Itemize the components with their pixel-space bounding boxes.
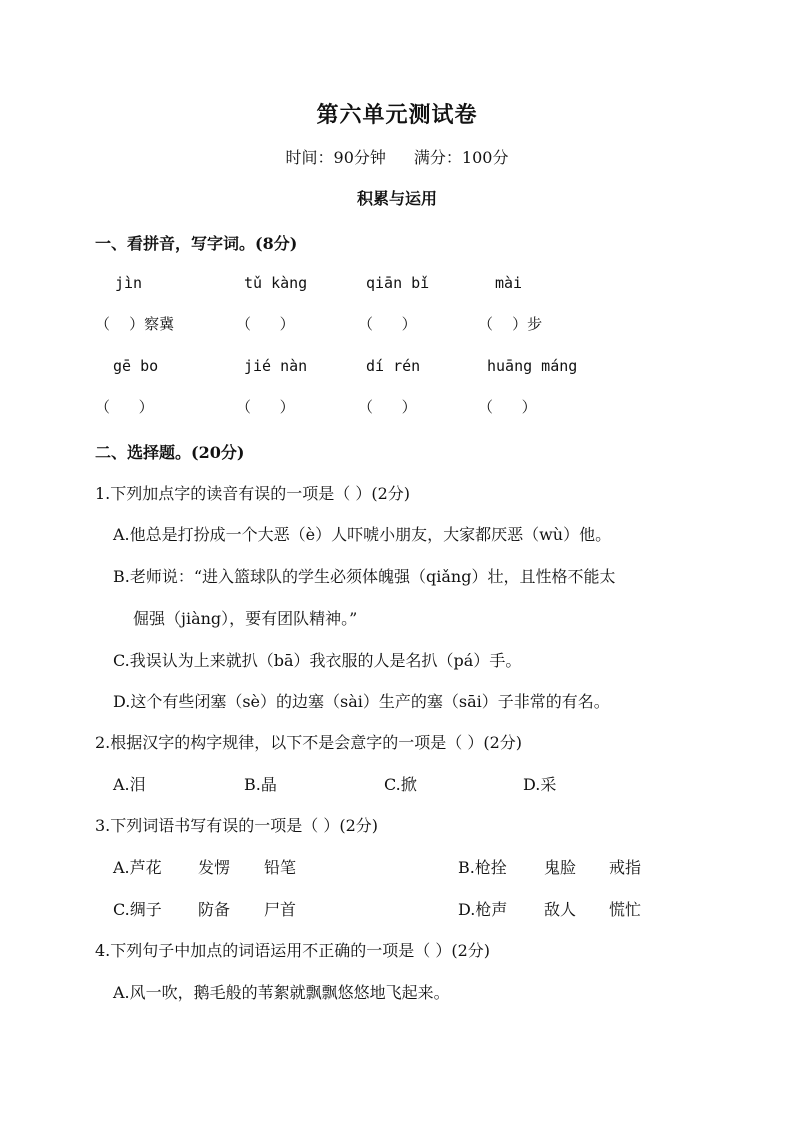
question-2-option-d: D.采 — [523, 775, 557, 794]
question-3-option-b-1: B.枪拴 — [458, 858, 507, 877]
question-1-option-a: A.他总是打扮成一个大恶（è）人吓唬小朋友，大家都厌恶（wù）他。 — [113, 525, 612, 544]
full-score: 满分：100分 — [413, 148, 509, 167]
pinyin-6: jié nàn — [244, 357, 308, 375]
pinyin-1: jìn — [115, 274, 143, 292]
question-1-option-b: B.老师说：“进入篮球队的学生必须体魄强（qiǎng）壮，且性格不能太 — [113, 567, 616, 586]
pinyin-3: qiān bǐ — [366, 274, 430, 292]
answer-blank-3[interactable]: （ ） — [358, 315, 417, 333]
answer-blank-8[interactable]: （ ） — [478, 398, 537, 416]
answer-blank-6[interactable]: （ ） — [236, 398, 295, 416]
exam-info — [0, 145, 794, 168]
pinyin-8: huāng máng — [487, 357, 578, 375]
pinyin-4: mài — [495, 274, 523, 292]
time-limit: 时间：90分钟 — [285, 148, 386, 167]
question-3: 3.下列词语书写有误的一项是（ ）(2分) — [95, 816, 379, 835]
question-2: 2.根据汉字的构字规律，以下不是会意字的一项是（ ）(2分) — [95, 733, 523, 752]
pinyin-7: dí rén — [366, 357, 421, 375]
question-3-option-a-3: 铅笔 — [264, 858, 297, 877]
pinyin-5: gē bo — [113, 357, 159, 375]
answer-blank-2[interactable]: （ ） — [236, 315, 295, 333]
question-1-option-c: C.我误认为上来就扒（bā）我衣服的人是名扒（pá）手。 — [113, 651, 522, 670]
question-3-option-a-1: A.芦花 — [113, 858, 162, 877]
question-1-option-b-cont: 倔强（jiàng），要有团队精神。” — [133, 609, 358, 628]
question-3-option-d-2: 敌人 — [544, 900, 577, 919]
part1-heading: 一、看拼音，写字词。(8分) — [95, 234, 298, 253]
question-3-option-b-3: 戒指 — [609, 858, 642, 877]
question-3-option-c-3: 尸首 — [264, 900, 297, 919]
part2-heading: 二、选择题。(20分) — [95, 443, 245, 462]
answer-blank-4[interactable]: （ ）步 — [478, 315, 543, 333]
question-2-option-c: C.掀 — [384, 775, 417, 794]
question-3-option-a-2: 发愣 — [198, 858, 231, 877]
question-3-option-c-2: 防备 — [198, 900, 231, 919]
question-4-option-a: A.风一吹，鹅毛般的苇絮就飘飘悠悠地飞起来。 — [113, 983, 450, 1002]
question-3-option-d-1: D.枪声 — [458, 900, 508, 919]
question-1: 1.下列加点字的读音有误的一项是（ ）(2分) — [95, 484, 411, 503]
question-4: 4.下列句子中加点的词语运用不正确的一项是（ ）(2分) — [95, 941, 491, 960]
question-3-option-b-2: 鬼脸 — [544, 858, 577, 877]
answer-blank-5[interactable]: （ ） — [95, 398, 154, 416]
answer-blank-1[interactable]: （ ）察冀 — [95, 315, 175, 333]
section-title: 积累与运用 — [356, 189, 437, 208]
pinyin-2: tǔ kàng — [244, 274, 308, 292]
question-3-option-c-1: C.绸子 — [113, 900, 162, 919]
page-title: 第六单元测试卷 — [316, 102, 478, 128]
answer-blank-7[interactable]: （ ） — [358, 398, 417, 416]
question-3-option-d-3: 慌忙 — [609, 900, 642, 919]
question-2-option-a: A.泪 — [113, 775, 146, 794]
question-2-option-b: B.晶 — [244, 775, 277, 794]
question-1-option-d: D.这个有些闭塞（sè）的边塞（sài）生产的塞（sāi）子非常的有名。 — [113, 692, 610, 711]
